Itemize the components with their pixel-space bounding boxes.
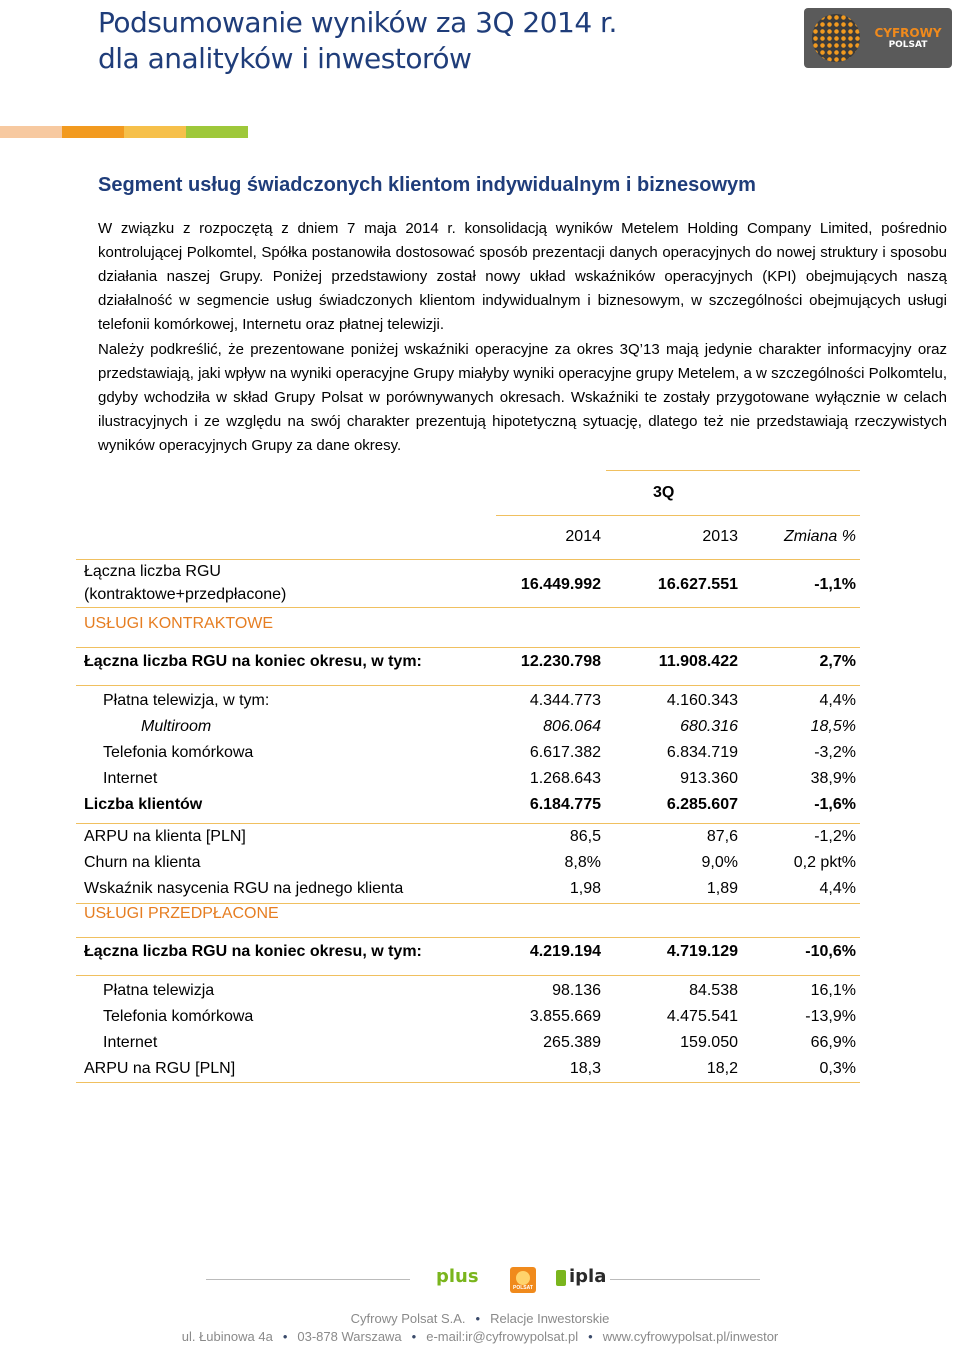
footer-city: 03-878 Warszawa xyxy=(297,1329,402,1344)
intro-paragraph: W związku z rozpoczętą z dniem 7 maja 2014 r. konsolidacją wyników Metelem Holding Company Limited, pośrednio kontrolującej Polkomtel, Spółka postanowiła dostosować sposób prezentacji danych operacyjnych do nowej struktury i sposobu działania naszej Grupy. Poniżej przedstawiony został nowy układ wskaźników operacyjnych (KPI) obejmujących naszą działalność w segmencie usług świadczonych klientom indywidualnym i biznesowym, w szczególności obejmujących usługi telefonii komórkowej, Internetu oraz płatnej telewizji. xyxy=(98,220,947,333)
ipla-logo: ipla xyxy=(569,1266,607,1287)
col-header-2013: 2013 xyxy=(702,528,738,545)
footer-divider-left xyxy=(206,1279,410,1280)
section-label-contract: USŁUGI KONTRAKTOWE xyxy=(84,615,274,632)
footer-line-1: Cyfrowy Polsat S.A. • Relacje Inwestorskie xyxy=(350,1311,610,1326)
total-rgu-2013: 16.627.551 xyxy=(657,576,738,593)
footer-divider-right xyxy=(610,1279,760,1280)
total-rgu-label: Łączna liczba RGU xyxy=(84,563,221,580)
logo-text-1: CYFROWY xyxy=(874,26,942,40)
footer-company: Cyfrowy Polsat S.A. xyxy=(350,1311,466,1326)
polsat-logo xyxy=(510,1267,536,1293)
footer-line-2: ul. Łubinowa 4a • 03-878 Warszawa • e-mail:ir@cyfrowypolsat.pl • www.cyfrowypolsat.pl/inwestor xyxy=(181,1329,779,1344)
period-header: 3Q xyxy=(653,484,675,501)
footer-address: ul. Łubinowa 4a xyxy=(181,1329,273,1344)
footer-email[interactable]: e-mail:ir@cyfrowypolsat.pl xyxy=(426,1329,579,1344)
footer-website[interactable]: www.cyfrowypolsat.pl/inwestor xyxy=(602,1329,779,1344)
disclaimer-paragraph: Należy podkreślić, że prezentowane poniżej wskaźniki operacyjne za okres 3Q’13 mają jedynie charakter informacyjny oraz przedstawiają, jaki wpływ na wyniki operacyjne Grupy miałyby wyniki operacyjne grupy Metelem, a w szczególności Polkomtelu, gdyby wchodziła w skład Grupy Polsat w porównywanych okresach. Wskaźniki te zostały przygotowane wyłącznie w celach ilustracyjnych i ze względu na swój charakter prezentują hipotetyczną sytuację, dlatego też nie przedstawiają rzeczywistych wyników operacyjnych Grupy za dane okresy. xyxy=(98,341,947,454)
page-subtitle: dla analityków i inwestorów xyxy=(98,42,472,75)
total-rgu-label-sub: (kontraktowe+przedpłacone) xyxy=(84,586,287,603)
section-heading: Segment usług świadczonych klientom indywidualnym i biznesowym xyxy=(98,174,756,196)
globe-icon xyxy=(812,14,860,62)
cyfrowy-polsat-logo xyxy=(804,8,952,68)
logo-text-2: POLSAT xyxy=(888,40,928,50)
kpi-table: 3Q 2014 2013 Zmiana % Łączna liczba RGU (kontraktowe+przedpłacone) 16.449.992 16.627.551 -1,1% USŁUGI KONTRAKTOWE Łączna liczba RGU na koniec okresu, w tym: 12.230.798 11.908.422 2,7% Płatna telewizja, w tym: 4.344.773 4.160.343 4,4% Multiroom 806.064 680.316 18,5% Telefonia komórkowa 6.617.382 6.834.719 -3,2% Internet 1.268.643 913.360 38,9% Liczba klientów 6.184.775 6.285.607 -1,6% ARPU na klienta [PLN] 86,5 87,6 -1,2% Churn na klienta 8,8% 9,0% 0,2 pkt% Wskaźnik nasycenia RGU na jednego klienta 1,98 1,89 4,4% USŁUGI PRZEDPŁACONE Łączna liczba RGU na koniec okresu, w tym: 4.219.194 4.719.129 -10,6% Płatna telewizja 98.136 84.538 16,1% Telefonia komórkowa 3.855.669 4.475.541 -13,9% Internet 265.389 159.050 66,9% ARPU na RGU [PLN] 18,3 18,2 0,3% xyxy=(76,470,862,1090)
page-title: Podsumowanie wyników za 3Q 2014 r. xyxy=(98,6,617,39)
polsat-logo-text: POLSAT xyxy=(513,1285,533,1291)
total-rgu-change: -1,1% xyxy=(814,576,856,593)
col-header-2014: 2014 xyxy=(565,528,601,545)
total-rgu-2014: 16.449.992 xyxy=(520,576,601,593)
footer-department: Relacje Inwestorskie xyxy=(490,1311,610,1326)
section-label-prepaid: USŁUGI PRZEDPŁACONE xyxy=(84,905,279,922)
plus-logo: plus xyxy=(436,1266,479,1287)
ipla-icon xyxy=(556,1270,566,1286)
col-header-change: Zmiana % xyxy=(783,528,856,545)
